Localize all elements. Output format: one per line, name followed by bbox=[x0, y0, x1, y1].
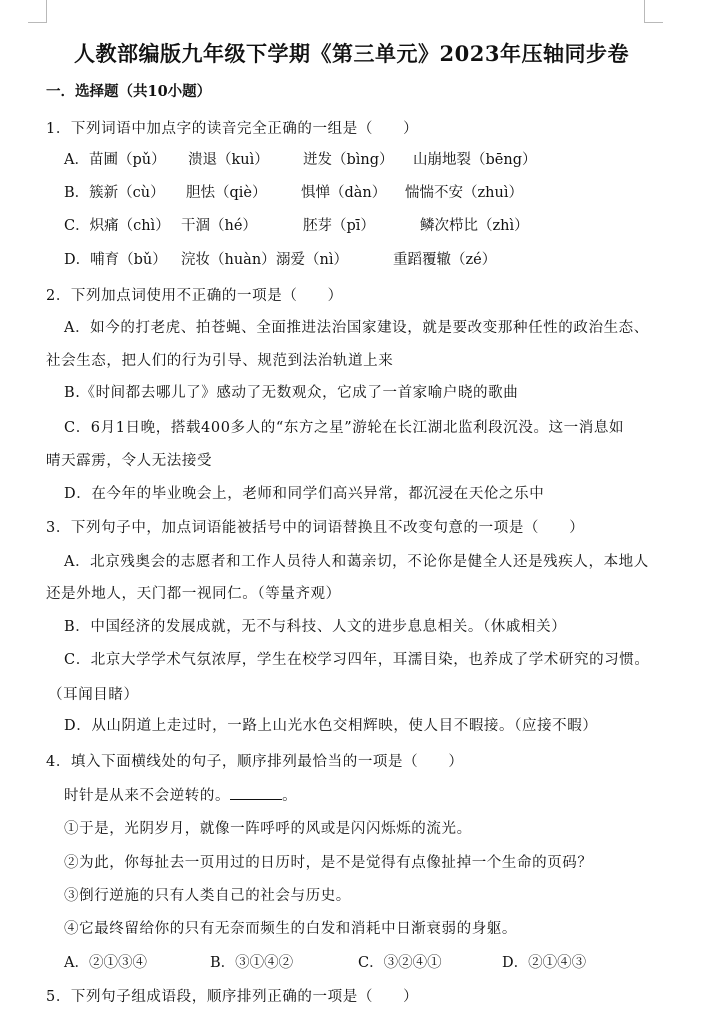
q2-option-d: D．在今年的毕业晚会上，老师和同学们高兴异常，都沉浸在天伦之乐中 bbox=[64, 486, 545, 502]
q4-option-b: B．③①④② bbox=[210, 955, 294, 971]
q1-option-b-3: 惧惮（dàn） bbox=[301, 185, 387, 201]
q2-option-a-line-2: 社会生态，把人们的行为引导、规范到法治轨道上来 bbox=[46, 353, 394, 369]
q3-option-d: D．从山阴道上走过时，一路上山光水色交相辉映，使人目不暇接。（应接不暇） bbox=[64, 718, 598, 734]
q3-option-a-line-2: 还是外地人，天门都一视同仁。（等量齐观） bbox=[46, 586, 341, 602]
q4-option-c: C．③②④① bbox=[358, 955, 442, 971]
q1-option-d-2: 浣妆（huàn） bbox=[181, 252, 276, 268]
q1-option-c-4: 鳞次栉比（zhì） bbox=[420, 218, 529, 234]
question-3-stem: 3．下列句子中，加点词语能被括号中的词语替换且不改变句意的一项是（ ） bbox=[46, 520, 585, 536]
q1-option-c-2: 干涸（hé） bbox=[181, 218, 257, 234]
page-corner-mark-left bbox=[28, 0, 47, 23]
q3-option-c-line-2: （耳闻目睹） bbox=[48, 687, 139, 703]
question-1-stem: 1．下列词语中加点字的读音完全正确的一组是（ ） bbox=[46, 121, 419, 137]
page-corner-mark-right bbox=[644, 0, 663, 23]
page-title: 人教部编版九年级下学期《第三单元》2023年压轴同步卷 bbox=[74, 41, 629, 66]
q4-lead-sentence bbox=[64, 784, 297, 805]
q4-lead-text: 时针是从来不会逆转的。 bbox=[64, 788, 231, 804]
section-heading: 一．选择题（共10小题） bbox=[46, 83, 212, 100]
q4-lead-end: 。 bbox=[282, 788, 298, 804]
fill-blank bbox=[230, 787, 282, 800]
q2-option-c-line-2: 晴天霹雳，令人无法接受 bbox=[46, 453, 213, 469]
q1-option-a-1: A．苗圃（pǔ） bbox=[64, 152, 166, 168]
q3-option-b: B．中国经济的发展成就，无不与科技、人文的进步息息相关。（休戚相关） bbox=[64, 619, 567, 635]
q1-option-d-3: 溺爱（nì） bbox=[276, 252, 348, 268]
q4-sentence-1: ①于是，光阴岁月，就像一阵呼呼的风或是闪闪烁烁的流光。 bbox=[64, 821, 472, 837]
q1-option-b-4: 惴惴不安（zhuì） bbox=[405, 185, 523, 201]
q2-option-c-line-1: C．6月1日晚，搭载400多人的“东方之星”游轮在长江湖北监利段沉没。这一消息如 bbox=[64, 420, 625, 436]
q2-option-a-line-1: A．如今的打老虎、拍苍蝇、全面推进法治国家建设，就是要改变那种任性的政治生态、 bbox=[64, 320, 649, 336]
question-4-stem: 4．填入下面横线处的句子，顺序排列最恰当的一项是（ ） bbox=[46, 754, 464, 770]
q1-option-a-3: 迸发（bìng） bbox=[303, 152, 394, 168]
q1-option-b-2: 胆怯（qiè） bbox=[186, 185, 267, 201]
q1-option-d-4: 重蹈覆辙（zé） bbox=[393, 252, 497, 268]
q3-option-a-line-1: A．北京残奥会的志愿者和工作人员待人和蔼亲切，不论你是健全人还是残疾人，本地人 bbox=[64, 554, 649, 570]
q3-option-c-line-1: C．北京大学学术气氛浓厚，学生在校学习四年，耳濡目染，也养成了学术研究的习惯。 bbox=[64, 652, 650, 668]
q1-option-d-1: D．哺育（bǔ） bbox=[64, 252, 167, 268]
question-2-stem: 2．下列加点词使用不正确的一项是（ ） bbox=[46, 288, 343, 304]
q2-option-b: B.《时间都去哪儿了》感动了无数观众，它成了一首家喻户晓的歌曲 bbox=[64, 385, 519, 401]
q4-sentence-4: ④它最终留给你的只有无奈而频生的白发和消耗中日渐衰弱的身躯。 bbox=[64, 921, 517, 937]
q4-option-a: A．②①③④ bbox=[64, 955, 147, 971]
question-5-stem: 5．下列句子组成语段，顺序排列正确的一项是（ ） bbox=[46, 989, 419, 1005]
q4-sentence-2: ②为此，你每扯去一页用过的日历时，是不是觉得有点像扯掉一个生命的页码？ bbox=[64, 855, 593, 871]
q1-option-a-4: 山崩地裂（bēng） bbox=[413, 152, 537, 168]
q4-sentence-3: ③倒行逆施的只有人类自己的社会与历史。 bbox=[64, 888, 351, 904]
q1-option-a-2: 溃退（kuì） bbox=[188, 152, 269, 168]
q1-option-c-3: 胚芽（pī） bbox=[303, 218, 375, 234]
q4-option-d: D．②①④③ bbox=[502, 955, 587, 971]
q1-option-b-1: B．簇新（cù） bbox=[64, 185, 165, 201]
q1-option-c-1: C．炽痛（chì） bbox=[64, 218, 170, 234]
